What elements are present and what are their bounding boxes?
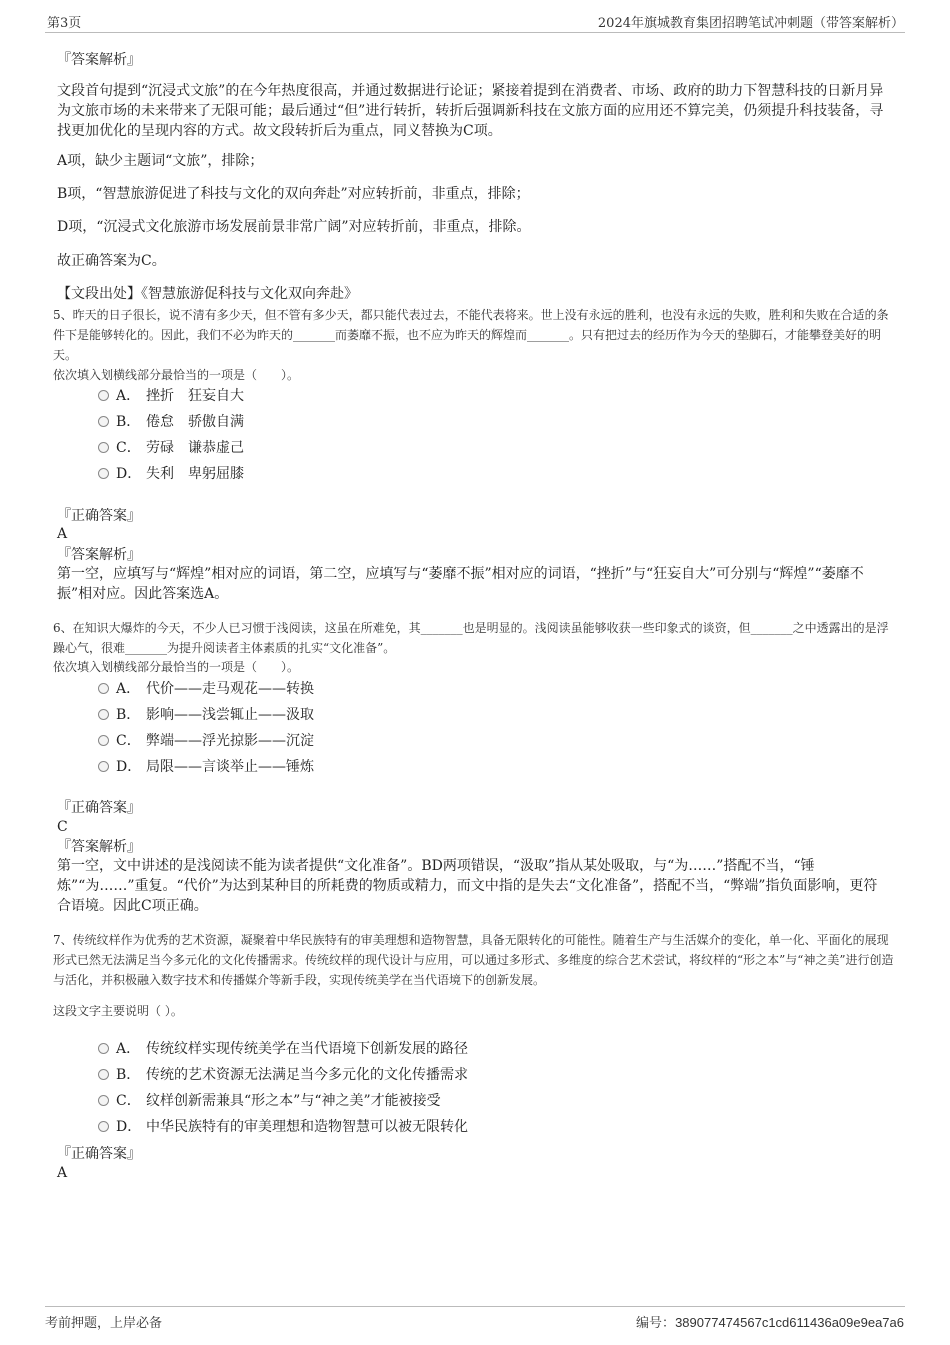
radio-icon[interactable] <box>98 1121 109 1132</box>
q4-option-b-explanation: B项，“智慧旅游促进了科技与文化的双向奔赴”对应转折前，非重点，排除； <box>57 186 530 202</box>
document-title: 2024年旗城教育集团招聘笔试冲刺题（带答案解析） <box>597 16 904 31</box>
radio-icon[interactable] <box>98 416 109 427</box>
option-text: 倦怠 骄傲自满 <box>146 414 244 430</box>
q5-option-c[interactable] <box>98 438 244 458</box>
q5-answer-title: 『正确答案』 <box>57 508 141 524</box>
q4-option-d-explanation: D项，“沉浸式文化旅游市场发展前景非常广阔”对应转折前，非重点，排除。 <box>57 219 531 235</box>
q5-answer: A <box>57 526 68 542</box>
q7-answer-title: 『正确答案』 <box>57 1146 141 1162</box>
radio-icon[interactable] <box>98 683 109 694</box>
q4-conclusion: 故正确答案为C。 <box>57 253 166 269</box>
q7-option-d[interactable] <box>98 1117 468 1137</box>
option-letter: A． <box>116 681 141 697</box>
q6-option-b[interactable] <box>98 705 314 725</box>
option-letter: B． <box>116 707 141 723</box>
q5-stem: 5、昨天的日子很长，说不清有多少天，但不管有多少天，都只能代表过去，不能代表将来。世上没有永远的胜利，也没有永远的失败，胜利和失败在合适的条件下是能够转化的。因此，我们不必为昨天的_______而萎靡不振，也不应为昨天的辉煌而_______。只有把过去的经历作为今天的垫脚石，才能攀登美好的明天。 <box>53 308 889 362</box>
radio-icon[interactable] <box>98 735 109 746</box>
option-letter: A． <box>116 1041 141 1057</box>
q5-analysis-title: 『答案解析』 <box>57 547 141 563</box>
option-text: 局限——言谈举止——锤炼 <box>146 759 314 775</box>
option-letter: D． <box>116 466 142 482</box>
option-text: 弊端——浮光掠影——沉淀 <box>146 733 314 749</box>
option-letter: C． <box>116 1093 141 1109</box>
header-divider <box>45 32 905 33</box>
q7-option-c[interactable] <box>98 1091 441 1111</box>
radio-icon[interactable] <box>98 468 109 479</box>
q7-option-a[interactable] <box>98 1039 468 1059</box>
page-number: 第3页 <box>47 16 82 31</box>
option-text: 传统的艺术资源无法满足当今多元化的文化传播需求 <box>146 1067 468 1083</box>
q5-option-b[interactable] <box>98 412 244 432</box>
q5-analysis-text: 第一空，应填写与“辉煌”相对应的词语，第二空，应填写与“萎靡不振”相对应的词语，“挫折”与“狂妄自大”可分别与“辉煌”“萎靡不振”相对应。因此答案选A。 <box>57 566 864 602</box>
q7-stem: 7、传统纹样作为优秀的艺术资源，凝聚着中华民族特有的审美理想和造物智慧，具备无限转化的可能性。随着生产与生活媒介的变化，单一化、平面化的展现形式已然无法满足当今多元化的文化传播需求。传统纹样的现代设计与应用，可以通过多形式、多维度的综合艺术尝试，将纹样的“形之本”与“神之美”进行创造与活化，并积极融入数字技术和传播媒介等新手段，实现传统美学在当代语境下的创新发展。 <box>53 933 894 987</box>
option-text: 失利 卑躬屈膝 <box>146 466 244 482</box>
q4-source: 【文段出处】《智慧旅游促科技与文化双向奔赴》 <box>57 286 358 302</box>
q6-analysis-title: 『答案解析』 <box>57 839 141 855</box>
option-text: 挫折 狂妄自大 <box>146 388 244 404</box>
option-text: 代价——走马观花——转换 <box>146 681 314 697</box>
radio-icon[interactable] <box>98 709 109 720</box>
footer-code-label: 编号： <box>636 1316 676 1331</box>
option-letter: C． <box>116 440 141 456</box>
q7-answer: A <box>57 1165 68 1181</box>
radio-icon[interactable] <box>98 442 109 453</box>
radio-icon[interactable] <box>98 390 109 401</box>
q6-analysis-text: 第一空，文中讲述的是浅阅读不能为读者提供“文化准备”。BD两项错误，“汲取”指从某处吸取，与“为……”搭配不当，“锤炼”“为……”重复。“代价”为达到某种目的所耗费的物质或精力，而文中指的是失去“文化准备”，搭配不当，“弊端”指负面影响，更符合语境。因此C项正确。 <box>57 858 878 914</box>
option-letter: B． <box>116 414 141 430</box>
option-letter: C． <box>116 733 141 749</box>
footer-divider <box>45 1306 905 1307</box>
q5-option-a[interactable] <box>98 386 244 406</box>
option-text: 纹样创新需兼具“形之本”与“神之美”才能被接受 <box>146 1093 441 1109</box>
radio-icon[interactable] <box>98 1069 109 1080</box>
option-text: 劳碌 谦恭虚己 <box>146 440 244 456</box>
q6-stem: 6、在知识大爆炸的今天，不少人已习惯于浅阅读，这虽在所难免，其_______也是明显的。浅阅读虽能够收获一些印象式的谈资，但_______之中透露出的是浮躁心气，很难_______为提升阅读者主体素质的扎实“文化准备”。 <box>53 621 889 655</box>
q6-option-c[interactable] <box>98 731 314 751</box>
q4-option-a-explanation: A项，缺少主题词“文旅”，排除； <box>57 153 264 169</box>
q4-analysis-title: 『答案解析』 <box>57 52 141 68</box>
q5-prompt: 依次填入划横线部分最恰当的一项是（ ）。 <box>53 368 300 382</box>
radio-icon[interactable] <box>98 1095 109 1106</box>
q6-answer: C <box>57 819 68 835</box>
q6-answer-title: 『正确答案』 <box>57 800 141 816</box>
radio-icon[interactable] <box>98 761 109 772</box>
q4-analysis-text: 文段首句提到“沉浸式文旅”的在今年热度很高，并通过数据进行论证；紧接着提到在消费者、市场、政府的助力下智慧科技的日新月异为文旅市场的未来带来了无限可能；最后通过“但”进行转折，转折后强调新科技在文旅方面的应用还不算完美，仍须提升科技装备，寻找更加优化的呈现内容的方式。故文段转折后为重点，同义替换为C项。 <box>57 83 884 139</box>
footer-slogan: 考前押题，上岸必备 <box>45 1316 163 1331</box>
option-text: 中华民族特有的审美理想和造物智慧可以被无限转化 <box>146 1119 468 1135</box>
q6-option-d[interactable] <box>98 757 314 777</box>
option-letter: D． <box>116 759 142 775</box>
radio-icon[interactable] <box>98 1043 109 1054</box>
option-text: 影响——浅尝辄止——汲取 <box>146 707 314 723</box>
q6-prompt: 依次填入划横线部分最恰当的一项是（ ）。 <box>53 660 300 674</box>
q7-option-b[interactable] <box>98 1065 468 1085</box>
q6-option-a[interactable] <box>98 679 314 699</box>
option-letter: B． <box>116 1067 141 1083</box>
option-text: 传统纹样实现传统美学在当代语境下创新发展的路径 <box>146 1041 468 1057</box>
option-letter: D． <box>116 1119 142 1135</box>
q7-prompt: 这段文字主要说明（ ）。 <box>53 1004 183 1018</box>
option-letter: A． <box>116 388 141 404</box>
footer-code <box>636 1312 904 1331</box>
footer-code-value: 389077474567c1cd611436a09e9ea7a6 <box>675 1315 904 1330</box>
q5-option-d[interactable] <box>98 464 244 484</box>
